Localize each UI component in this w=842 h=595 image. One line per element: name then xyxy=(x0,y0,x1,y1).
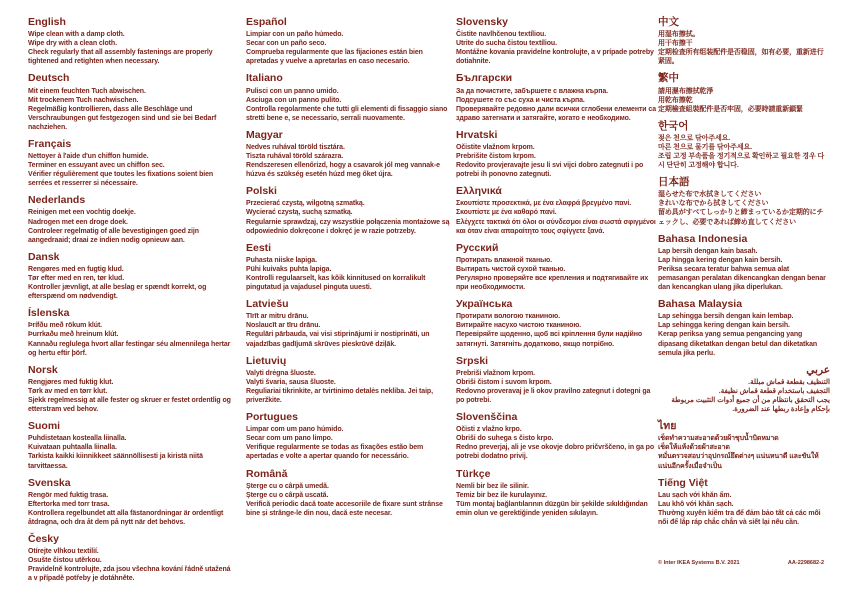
language-section xyxy=(456,16,656,66)
language-title: Italiano xyxy=(246,72,283,85)
language-title: Deutsch xyxy=(28,72,70,85)
instruction-line: Regulāri pārbauda, vai visi stiprinājumi ir nostiprināti, un vajadzības gadījumā skrūves pieskrūvē dziļāk. xyxy=(246,331,430,348)
instruction-line: Pravidelně kontrolujte, zda jsou všechna kování řádně utažená a v případě potřeby je dotáhněte. xyxy=(28,566,231,583)
language-title: Česky xyxy=(28,533,59,546)
instruction-line: Otírejte vlhkou textilií. xyxy=(28,548,99,556)
instruction-line: Reguliariai tikrinkite, ar tvirtinimo detalės nekliba. Jei taip, priveržkite. xyxy=(246,387,433,404)
language-title: Türkçe xyxy=(456,467,491,480)
language-section xyxy=(456,242,656,292)
instruction-line: Lap sehingga kering dengan kain bersih. xyxy=(658,322,790,330)
language-title: Suomi xyxy=(28,420,61,433)
column xyxy=(456,16,656,524)
language-title: 日本語 xyxy=(658,176,690,189)
instruction-line: 請用濕布擦拭乾淨 xyxy=(658,87,714,95)
instruction-line: Controleer regelmatig of alle bevestigingen goed zijn aangedraaid; draai ze indien nodig opnieuw aan. xyxy=(28,227,199,244)
language-section xyxy=(456,468,656,518)
instruction-line: Redovno proveravaj je li okov pravilno zategnut i dotegni ga po potrebi. xyxy=(456,387,651,404)
instruction-line: Rengjøres med fuktig klut. xyxy=(28,378,114,386)
instruction-line: Lap hingga kering dengan kain bersih. xyxy=(658,256,783,264)
language-title: Norsk xyxy=(28,363,58,376)
instruction-line: Перевіряйте щоденно, щоб всі кріплення були надійно затягнуті. Затягніть додатково, якщо потрібно. xyxy=(456,331,643,348)
language-title: عربي xyxy=(806,363,830,376)
instruction-line: Obriši čistom i suvom krpom. xyxy=(456,378,552,386)
instruction-line: Tüm montaj bağlantılarının düzgün bir şekilde sıkıldığından emin olun ve gerektiğinde yeniden sıkılayın. xyxy=(456,500,648,517)
instruction-line: Mit einem feuchten Tuch abwischen. xyxy=(28,87,146,95)
instruction-line: Nemli bir bez ile silinir. xyxy=(456,482,529,490)
instruction-line: Kannaðu reglulega hvort allar festingar séu almennilega hertar og hertu eftir þörf. xyxy=(28,340,231,357)
language-title: Svenska xyxy=(28,476,71,489)
instruction-line: Wipe dry with a clean cloth. xyxy=(28,40,117,48)
language-title: Español xyxy=(246,16,287,28)
instruction-line: Wycierać czystą, suchą szmatką. xyxy=(246,209,353,217)
instruction-line: Comprueba regularmente que las fijaciones están bien apretadas y vuelve a apretarlas en caso necesario. xyxy=(246,49,423,66)
instruction-line: Þrífðu með rökum klút. xyxy=(28,322,103,330)
instruction-line: Reinigen met een vochtig doekje. xyxy=(28,209,136,217)
instruction-line: Noslaucīt ar tīru drānu. xyxy=(246,322,321,330)
language-title: ไทย xyxy=(658,420,677,433)
instruction-line: Pühi kuivaks puhta lapiga. xyxy=(246,265,332,273)
language-section xyxy=(658,72,830,113)
instruction-line: Tør efter med en ren, tør klud. xyxy=(28,275,125,282)
language-title: 繁中 xyxy=(658,72,679,85)
language-section xyxy=(28,420,234,470)
language-title: Bahasa Indonesia xyxy=(658,232,748,245)
language-title: Nederlands xyxy=(28,194,86,207)
language-title: Українська xyxy=(456,298,513,311)
instruction-line: Mit trockenem Tuch nachwischen. xyxy=(28,96,139,104)
instruction-line: Вытирать чистой сухой тканью. xyxy=(456,265,566,273)
language-section xyxy=(246,242,452,292)
instruction-line: Kuivataan puhtaalla liinalla. xyxy=(28,444,117,452)
instruction-line: Periksa secara teratur bahwa semua alat pemasangan peralatan dikencangkan dengan benar dan kencangkan ulang jika diperlukan. xyxy=(658,265,826,292)
instruction-line: Kontroller jævnligt, at alle beslag er spændt korrekt, og efterspænd om nødvendigt. xyxy=(28,284,207,301)
language-title: Български xyxy=(456,72,513,85)
instruction-line: Rendszeresen ellenőrizd, hogy a csavarok jól meg vannak-e húzva és szükség esetén húzd meg őket újra. xyxy=(246,162,440,179)
language-section xyxy=(456,129,656,179)
instruction-line: Lap sehingga bersih dengan kain lembap. xyxy=(658,313,794,321)
instruction-line: التنظيف بقطعة قماش مبللة. xyxy=(748,378,830,386)
instruction-line: Kerap periksa yang semua pengancing yang dipasang diketatkan dengan betul dan diketatkan semula jika perlu. xyxy=(658,331,818,357)
language-title: Portugues xyxy=(246,411,298,424)
language-title: 中文 xyxy=(658,16,679,28)
instruction-line: Витирайте насухо чистою тканиною. xyxy=(456,322,582,330)
language-title: Latviešu xyxy=(246,298,289,311)
instruction-line: Regelmäßig kontrollieren, dass alle Beschläge und Verschraubungen gut festgezogen sind und sie bei Bedarf nachziehen. xyxy=(28,105,217,131)
language-section xyxy=(28,477,234,527)
instruction-line: Przecierać czystą, wilgotną szmatką. xyxy=(246,200,365,208)
instruction-line: Rengör med fuktig trasa. xyxy=(28,491,109,499)
instruction-line: Limpar com um pano húmido. xyxy=(246,426,344,434)
language-title: Dansk xyxy=(28,250,60,263)
instruction-line: 조립 고정 부속품을 정기적으로 확인하고 필요한 경우 다시 단단히 고정해야 합니다. xyxy=(658,153,825,170)
language-title: Bahasa Malaysia xyxy=(658,298,743,311)
instruction-line: 定期检查所有组装配件是否稳固，如有必要，重新进行紧固。 xyxy=(658,49,824,66)
instruction-line: Utrite do sucha čistou textíliou. xyxy=(456,40,557,48)
instruction-line: Regularnie sprawdzaj, czy wszystkie połączenia montażowe są odpowiednio dokręcone i dokręć je w razie potrzeby. xyxy=(246,218,450,235)
language-section xyxy=(658,16,830,66)
instruction-line: เช็ดทำความสะอาดด้วยผ้าชุบน้ำบิดหมาด xyxy=(658,435,779,443)
instruction-line: หมั่นตรวจสอบว่าอุปกรณ์ยึดต่างๆ แน่นหนาดี และขันให้แน่นอีกครั้งเมื่อจำเป็น xyxy=(658,453,819,470)
instruction-line: Tīrīt ar mitru drānu. xyxy=(246,313,309,321)
instruction-line: Tiszta ruhával töröld szárazra. xyxy=(246,153,344,161)
instruction-line: Eftertorka med torr trasa. xyxy=(28,500,110,508)
instruction-line: Redno preverjaj, ali je vse okovje dobro pričvrščeno, in ga po potrebi dodatno privij. xyxy=(456,444,655,461)
language-section xyxy=(456,298,656,348)
instruction-line: Puhasta niiske lapiga. xyxy=(246,256,317,264)
instruction-line: Osušte čistou utěrkou. xyxy=(28,557,102,565)
language-section xyxy=(246,355,452,405)
instruction-line: Подсушете го със суха и чиста кърпа. xyxy=(456,96,585,104)
instruction-line: Puhdistetaan kostealla liinalla. xyxy=(28,435,127,443)
instruction-line: Secar com um pano limpo. xyxy=(246,435,333,443)
instruction-line: Rengøres med en fugtig klud. xyxy=(28,265,124,273)
language-title: Română xyxy=(246,467,288,480)
instruction-line: Očistite vlažnom krpom. xyxy=(456,143,535,151)
instruction-line: 定期檢查組裝配件是否牢固，必要時請重新鎖緊 xyxy=(658,105,803,113)
instruction-line: Проверявайте редовно дали всички сглобени елементи са здраво затегнати и затягайте, когато е необходимо. xyxy=(456,105,656,122)
language-section xyxy=(28,72,234,132)
instruction-line: Lau sạch với khăn ẩm. xyxy=(658,491,732,499)
language-section xyxy=(246,16,452,66)
language-section xyxy=(28,16,234,66)
instruction-line: Controlla regolarmente che tutti gli elementi di fissaggio siano stretti bene e, se necessario, serrali nuovamente. xyxy=(246,105,448,122)
instruction-line: Montážne kovania pravidelne kontrolujte, a v prípade potreby dotiahnite. xyxy=(456,49,654,66)
instruction-line: Ελέγχετε τακτικά ότι όλοι οι σύνδεσμοι είναι σωστά σφιγμένοι και όταν είναι απαραίτητο τους σφίγγετε ξανά. xyxy=(456,218,656,235)
language-title: English xyxy=(28,16,66,28)
instruction-line: 젖은 천으로 닦아주세요. xyxy=(658,134,731,142)
column xyxy=(28,16,234,589)
instruction-line: Lau khô với khăn sạch. xyxy=(658,500,734,508)
instruction-line: Limpiar con un paño húmedo. xyxy=(246,31,344,39)
column xyxy=(658,16,830,533)
instruction-line: Tarkista kaikki kiinnikkeet säännöllisesti ja kiristä niitä tarvittaessa. xyxy=(28,453,203,470)
language-title: Slovensky xyxy=(456,16,508,28)
language-section xyxy=(456,355,656,405)
language-title: Polski xyxy=(246,185,277,198)
language-section xyxy=(658,233,830,293)
instruction-line: Sjekk regelmessig at alle fester og skruer er festet ordentlig og etterstram ved behov. xyxy=(28,396,231,414)
language-section xyxy=(246,411,452,461)
instruction-line: Očisti z vlažno krpo. xyxy=(456,426,522,434)
language-section xyxy=(28,138,234,188)
instruction-line: Wipe clean with a damp cloth. xyxy=(28,31,125,39)
instruction-line: Pulisci con un panno umido. xyxy=(246,87,339,95)
language-section xyxy=(658,420,830,470)
language-section xyxy=(658,364,830,414)
instruction-line: Čistite navlhčenou textíliou. xyxy=(456,31,547,39)
instruction-line: За да почистите, забършете с влажна кърпа. xyxy=(456,87,608,95)
language-section xyxy=(456,411,656,461)
language-section xyxy=(246,72,452,122)
instruction-line: Secar con un paño seco. xyxy=(246,40,327,48)
instruction-line: Протирати вологою тканиною. xyxy=(456,313,561,321)
instruction-line: Vérifier régulièrement que toutes les fixations soient bien serrées et resserrer si nécessaire. xyxy=(28,171,214,188)
language-section xyxy=(658,120,830,170)
column xyxy=(246,16,452,524)
instruction-line: Kontrolli regulaarselt, kas kõik kinnitused on korralikult pingutatud ja vajadusel pinguta uuesti. xyxy=(246,275,426,292)
instruction-line: Asciuga con un panno pulito. xyxy=(246,96,342,104)
language-section xyxy=(246,185,452,235)
instruction-line: Redovito provjeravajte jesu li svi vijci dobro zategnuti i po potrebi ih ponovno zategnuti. xyxy=(456,162,644,179)
instruction-line: きれいな布でから拭きしてください xyxy=(658,200,769,208)
instruction-line: Șterge cu o cârpă umedă. xyxy=(246,482,329,490)
instruction-line: يجب التحقق بانتظام من أن جميع أدوات التثبيت مربوطة بإحكام وإعادة ربطها عند الضرورة. xyxy=(671,396,830,414)
language-section xyxy=(246,298,452,348)
instruction-line: Check regularly that all assembly fastenings are properly tightened and retighten when necessary. xyxy=(28,49,213,66)
instruction-line: Nedves ruhával töröld tisztára. xyxy=(246,143,345,151)
language-title: Íslenska xyxy=(28,307,70,320)
document-id: AA-2298682-2 xyxy=(787,560,824,566)
instruction-line: Þurrkaðu með hreinum klút. xyxy=(28,331,119,339)
instruction-line: Prebriši vlažnom krpom. xyxy=(456,369,536,377)
language-section xyxy=(28,251,234,301)
instruction-line: 用乾布擦乾 xyxy=(658,96,693,104)
instruction-line: 用湿布擦拭。 xyxy=(658,31,700,39)
instruction-line: Thường xuyên kiểm tra để đảm bảo tất cả các mối nối để lắp ráp chắc chắn và siết lại nếu cần. xyxy=(658,509,821,526)
instruction-line: 用干布擦干 xyxy=(658,40,693,48)
language-title: Hrvatski xyxy=(456,128,498,141)
language-title: Français xyxy=(28,137,72,150)
instruction-line: Kontrollera regelbundet att alla fästanordningar är ordentligt åtdragna, och dra åt dem på nytt när det behövs. xyxy=(28,509,224,526)
language-title: Tiếng Việt xyxy=(658,476,708,489)
instruction-line: Verifică periodic dacă toate accesoriile de fixare sunt strânse bine și strânge-le din nou, dacă este necesar. xyxy=(246,500,443,517)
language-title: Slovenščina xyxy=(456,411,518,424)
copyright-text: © Inter IKEA Systems B.V. 2021 xyxy=(658,560,740,566)
instruction-line: Nadrogen met een droge doek. xyxy=(28,218,128,226)
instruction-line: Lap bersih dengan kain basah. xyxy=(658,247,758,255)
language-section xyxy=(658,176,830,226)
language-section xyxy=(456,72,656,122)
instruction-line: Șterge cu o cârpă uscată. xyxy=(246,491,329,499)
language-section xyxy=(246,468,452,518)
instruction-line: Протирать влажной тканью. xyxy=(456,256,553,264)
language-title: Lietuvių xyxy=(246,354,287,367)
language-section xyxy=(28,194,234,244)
language-section xyxy=(658,298,830,358)
language-title: 한국어 xyxy=(658,119,689,132)
instruction-line: Prebrišite čistom krpom. xyxy=(456,153,536,161)
instruction-line: 湿らせた布で水拭きしてください xyxy=(658,191,762,199)
instruction-line: 마른 천으로 물기를 닦아주세요. xyxy=(658,143,752,151)
instruction-line: Σκουπίστε με ένα καθαρό πανί. xyxy=(456,209,557,217)
language-section xyxy=(28,533,234,583)
instruction-line: 留め具がすべてしっかりと締まっているか定期的にチェックし、必要であれば締め直してください xyxy=(658,209,824,226)
instruction-line: Nettoyer à l'aide d'un chiffon humide. xyxy=(28,153,149,161)
instruction-line: Temiz bir bez ile kurulayınız. xyxy=(456,491,548,499)
language-section xyxy=(28,364,234,414)
language-title: Srpski xyxy=(456,354,489,367)
instruction-line: Terminer en essuyant avec un chiffon sec. xyxy=(28,162,165,170)
language-title: Eesti xyxy=(246,241,272,254)
language-title: Magyar xyxy=(246,128,283,141)
language-section xyxy=(658,477,830,527)
instruction-line: Obriši do suhega s čisto krpo. xyxy=(456,435,554,443)
language-section xyxy=(246,129,452,179)
instruction-line: Verifique regularmente se todas as fixações estão bem apertadas e volte a apertar quando for necessário. xyxy=(246,444,424,461)
instruction-line: Valyti švaria, sausa šluoste. xyxy=(246,378,336,386)
instruction-line: Tørk av med en tørr klut. xyxy=(28,387,108,395)
instruction-line: เช็ดให้แห้งด้วยผ้าสะอาด xyxy=(658,444,730,452)
language-section xyxy=(456,185,656,235)
instruction-line: التجفيف باستخدام قطعة قماش نظيفة. xyxy=(718,387,830,395)
footer xyxy=(658,560,824,566)
language-title: Ελληνικά xyxy=(456,185,502,198)
instruction-line: Valyti drėgna šluoste. xyxy=(246,369,316,377)
instruction-line: Σκουπίστε προσεκτικά, με ένα ελαφρά βρεγμένο πανί. xyxy=(456,200,632,208)
language-section xyxy=(28,307,234,357)
instruction-line: Регулярно проверяйте все крепления и подтягивайте их при необходимости. xyxy=(456,275,649,292)
language-title: Русский xyxy=(456,241,499,254)
